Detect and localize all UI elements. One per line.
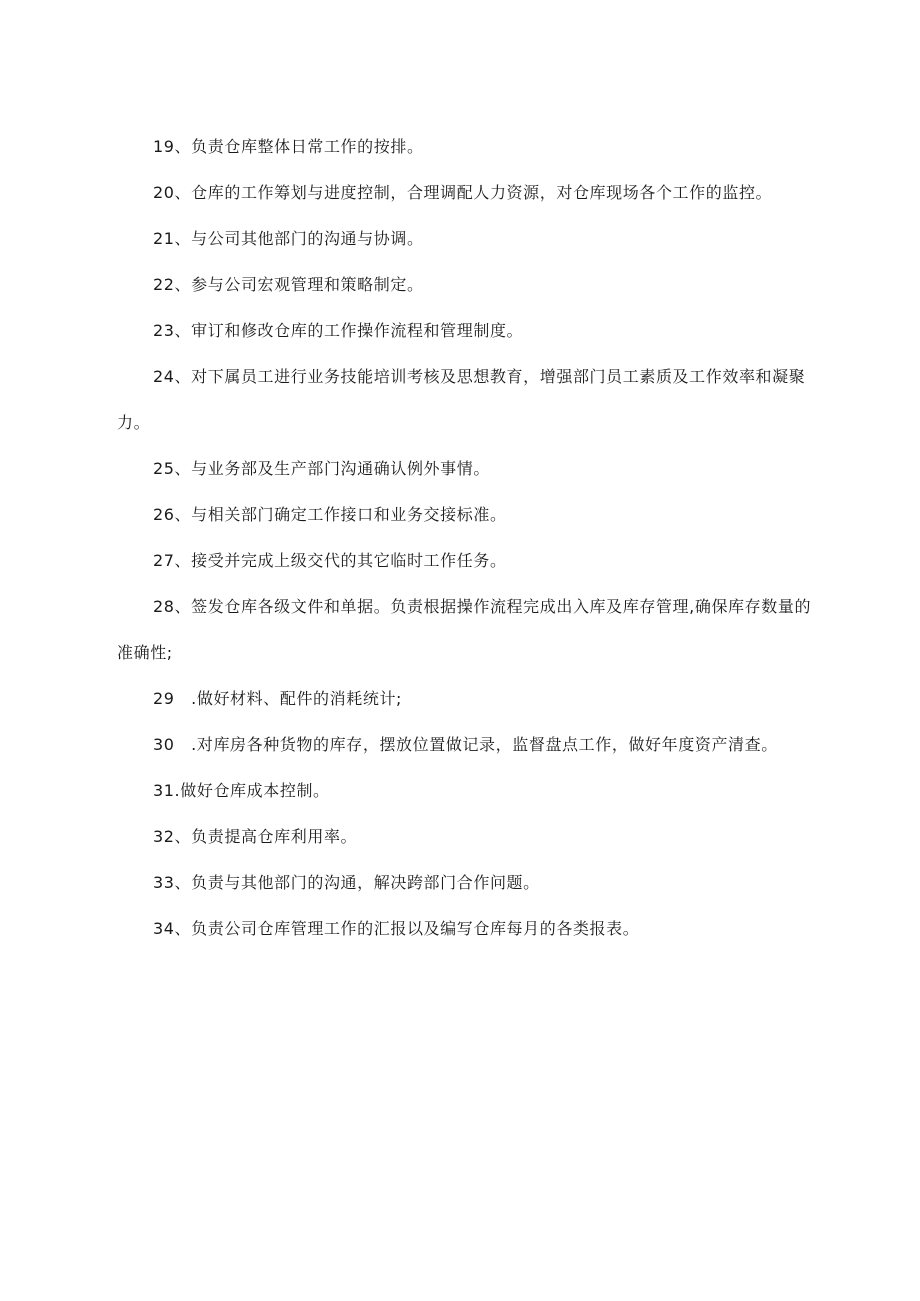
document-body (117, 124, 817, 952)
list-item-33: 33、负责与其他部门的沟通，解决跨部门合作问题。 (153, 873, 540, 892)
list-item-34: 34、负责公司仓库管理工作的汇报以及编写仓库每月的各类报表。 (153, 919, 640, 938)
list-item-26: 26、与相关部门确定工作接口和业务交接标准。 (153, 505, 507, 524)
list-item-27: 27、接受并完成上级交代的其它临时工作任务。 (153, 551, 507, 570)
list-item-29: 29 .做好材料、配件的消耗统计; (153, 689, 403, 708)
list-item-25: 25、与业务部及生产部门沟通确认例外事情。 (153, 459, 490, 478)
list-item-32: 32、负责提高仓库利用率。 (153, 827, 358, 846)
list-item-23: 23、审订和修改仓库的工作操作流程和管理制度。 (153, 321, 524, 340)
list-item-19: 19、负责仓库整体日常工作的按排。 (153, 137, 424, 156)
list-item-21: 21、与公司其他部门的沟通与协调。 (153, 229, 424, 248)
list-item-24: 24、对下属员工进行业务技能培训考核及思想教育，增强部门员工素质及工作效率和凝聚力。 (117, 367, 806, 432)
list-item-20: 20、仓库的工作筹划与进度控制，合理调配人力资源，对仓库现场各个工作的监控。 (153, 183, 773, 202)
list-item-31: 31.做好仓库成本控制。 (153, 781, 330, 800)
list-item-28: 28、签发仓库各级文件和单据。负责根据操作流程完成出入库及库存管理,确保库存数量的准确性; (117, 597, 812, 662)
list-item-22: 22、参与公司宏观管理和策略制定。 (153, 275, 424, 294)
list-item-30: 30 .对库房各种货物的库存，摆放位置做记录，监督盘点工作，做好年度资产清查。 (153, 735, 778, 754)
